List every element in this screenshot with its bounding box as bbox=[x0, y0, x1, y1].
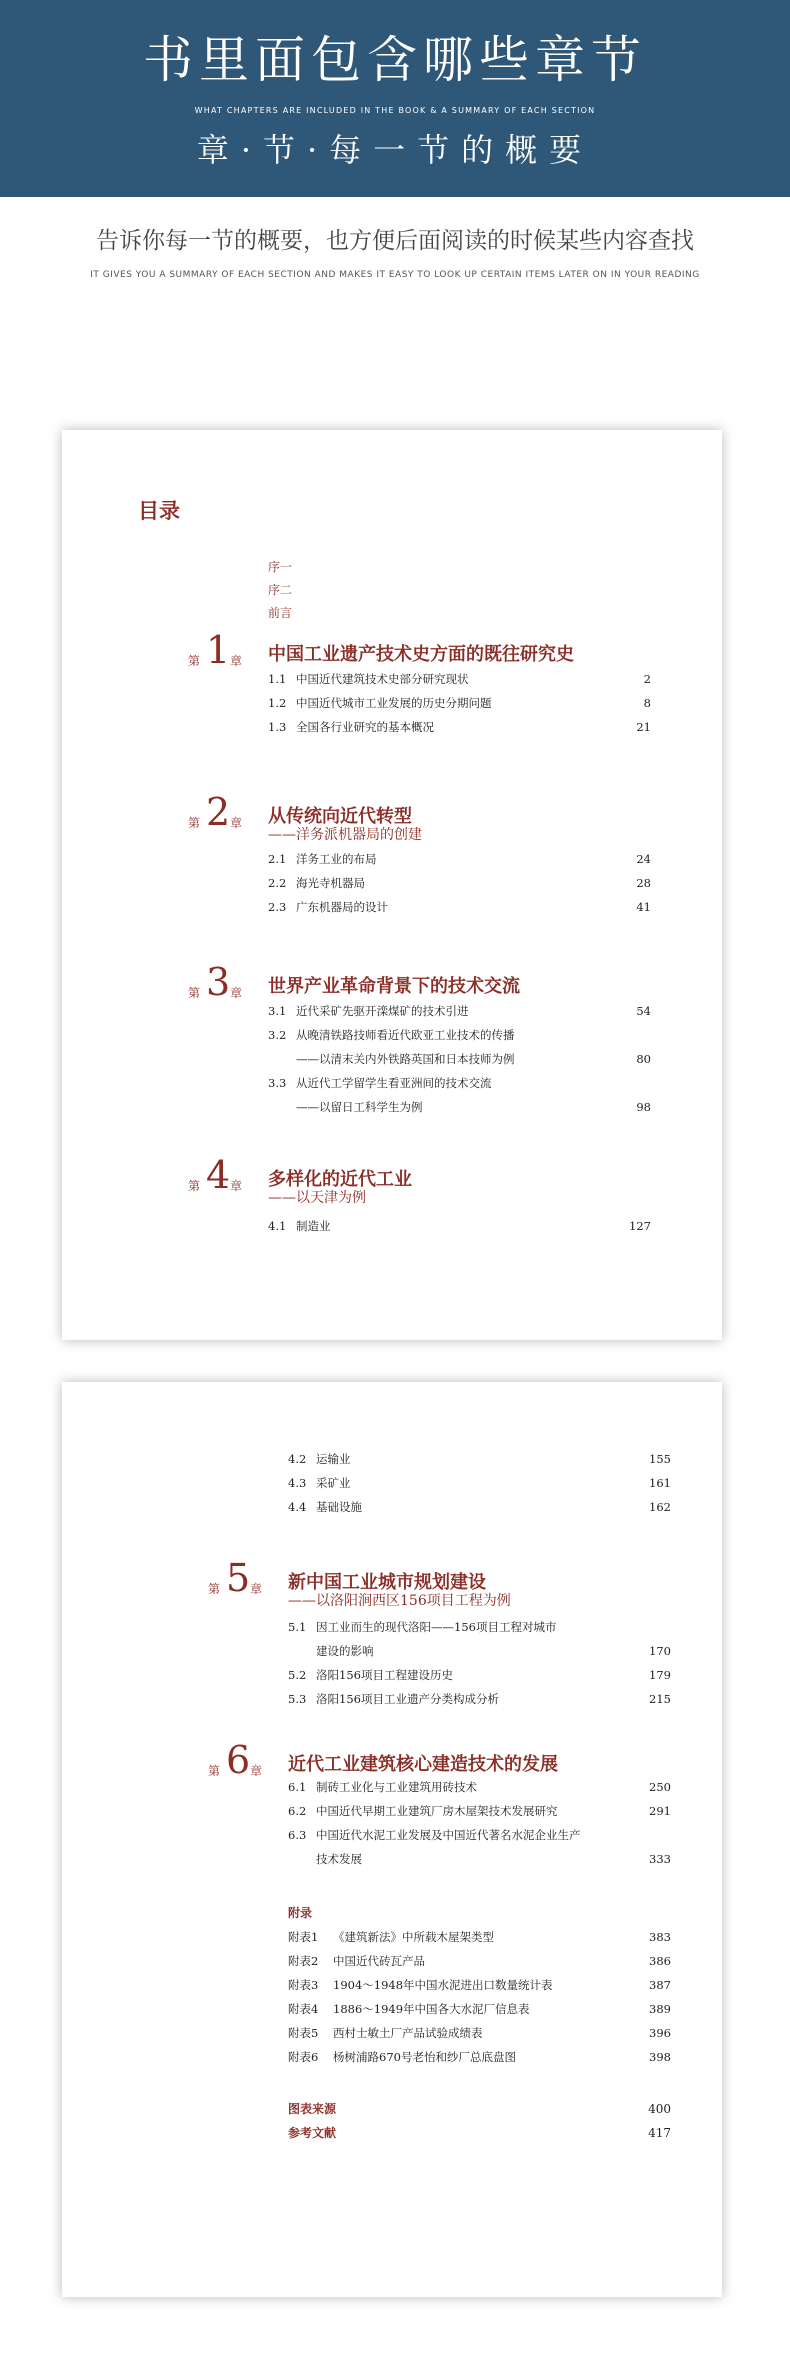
chapter-di: 第 bbox=[188, 654, 201, 668]
chapter-number: 2 bbox=[206, 790, 231, 834]
appendix-text: 1904～1948年中国水泥进出口数量统计表 bbox=[333, 1978, 553, 1992]
entry-page: 291 bbox=[649, 1804, 671, 1818]
appendix-entry[interactable] bbox=[288, 1952, 671, 1970]
entry-page: 127 bbox=[629, 1219, 651, 1233]
entry-number: 3.2 bbox=[268, 1028, 287, 1042]
chapter-number: 1 bbox=[206, 628, 231, 672]
appendix-page: 386 bbox=[649, 1954, 671, 1968]
entry-page: 80 bbox=[636, 1052, 651, 1066]
entry-text: 全国各行业研究的基本概况 bbox=[296, 720, 434, 734]
appendix-entry[interactable] bbox=[288, 2000, 671, 2018]
chapter-di: 第 bbox=[208, 1764, 221, 1778]
entry-text: 基础设施 bbox=[316, 1500, 362, 1514]
appendix-label: 附表4 bbox=[288, 2002, 319, 2016]
entry-page: 179 bbox=[649, 1668, 671, 1682]
header-title-en: WHAT CHAPTERS ARE INCLUDED IN THE BOOK & A SUMMARY OF EACH SECTION bbox=[194, 106, 596, 115]
toc-entry[interactable] bbox=[268, 874, 651, 892]
entry-text: 中国近代城市工业发展的历史分期问题 bbox=[296, 696, 492, 710]
toc-entry[interactable] bbox=[268, 1050, 651, 1068]
chapter-zhang: 章 bbox=[230, 986, 243, 1000]
entry-page: 41 bbox=[636, 900, 651, 914]
chapter-number: 4 bbox=[206, 1153, 231, 1197]
appendix-label: 附表2 bbox=[288, 1954, 319, 1968]
appendix-entry[interactable] bbox=[288, 2024, 671, 2042]
chapter-di: 第 bbox=[188, 986, 201, 1000]
entry-text: 洋务工业的布局 bbox=[296, 852, 377, 866]
entry-text: 制砖工业化与工业建筑用砖技术 bbox=[316, 1780, 477, 1794]
entry-page: 250 bbox=[649, 1780, 671, 1794]
entry-number: 4.2 bbox=[288, 1452, 307, 1466]
preface-item[interactable]: 前言 bbox=[268, 606, 293, 620]
entry-page: 21 bbox=[636, 720, 651, 734]
toc-entry[interactable] bbox=[288, 1450, 671, 1468]
chapter-number: 6 bbox=[226, 1738, 251, 1782]
appendix-label: 附表6 bbox=[288, 2050, 319, 2064]
entry-number: 4.1 bbox=[268, 1219, 287, 1233]
appendix-label: 附表3 bbox=[288, 1978, 319, 1992]
appendix-page: 396 bbox=[649, 2026, 671, 2040]
figure-sources-entry[interactable] bbox=[288, 2100, 671, 2118]
chapter-zhang: 章 bbox=[250, 1764, 263, 1778]
chapter-title[interactable]: 近代工业建筑核心建造技术的发展 bbox=[288, 1754, 558, 1775]
entry-number: 5.1 bbox=[288, 1620, 307, 1634]
chapter-subtitle: ——洋务派机器局的创建 bbox=[268, 827, 422, 843]
header-title: 书里面包含哪些章节 bbox=[143, 31, 647, 89]
toc-entry[interactable] bbox=[268, 694, 651, 712]
entry-number: 6.1 bbox=[288, 1780, 307, 1794]
references-entry[interactable] bbox=[288, 2124, 671, 2142]
entry-page: 8 bbox=[643, 696, 651, 710]
entry-text: 中国近代早期工业建筑厂房木屋架技术发展研究 bbox=[316, 1804, 558, 1818]
entry-page: 98 bbox=[636, 1100, 651, 1114]
entry-number: 2.1 bbox=[268, 852, 287, 866]
extra-text: 参考文献 bbox=[288, 2126, 337, 2140]
entry-text: 洛阳156项目工业遗产分类构成分析 bbox=[316, 1692, 499, 1706]
appendix-entry[interactable] bbox=[288, 2048, 671, 2066]
chapter-number: 5 bbox=[226, 1556, 251, 1600]
toc-entry[interactable] bbox=[268, 1098, 651, 1116]
preface-item[interactable]: 序二 bbox=[268, 583, 293, 597]
toc-entry[interactable] bbox=[288, 1666, 671, 1684]
entry-number: 4.3 bbox=[288, 1476, 307, 1490]
entry-page: 24 bbox=[636, 852, 651, 866]
entry-page: 155 bbox=[649, 1452, 671, 1466]
toc-page-2 bbox=[62, 1382, 722, 2297]
entry-page: 161 bbox=[649, 1476, 671, 1490]
chapter-number-label bbox=[208, 1556, 288, 1608]
chapter-number-label bbox=[208, 1738, 288, 1790]
appendix-text: 西村士敏土厂产品试验成绩表 bbox=[333, 2026, 483, 2040]
chapter-zhang: 章 bbox=[230, 654, 243, 668]
chapter-subtitle: ——以天津为例 bbox=[268, 1190, 366, 1206]
toc-entry[interactable] bbox=[288, 1474, 671, 1492]
appendix-page: 387 bbox=[649, 1978, 671, 1992]
extra-page: 400 bbox=[648, 2102, 671, 2116]
toc-entry[interactable] bbox=[268, 850, 651, 868]
header-banner bbox=[0, 0, 790, 197]
appendix-text: 《建筑新法》中所载木屋架类型 bbox=[333, 1930, 494, 1944]
appendix-label: 附表5 bbox=[288, 2026, 319, 2040]
entry-text: 从晚清铁路技师看近代欧亚工业技术的传播 bbox=[296, 1028, 515, 1042]
entry-number: 3.1 bbox=[268, 1004, 287, 1018]
entry-number: 3.3 bbox=[268, 1076, 287, 1090]
tagline-en: IT GIVES YOU A SUMMARY OF EACH SECTION AND MAKES IT EASY TO LOOK UP CERTAIN ITEMS LATER ON IN YOUR READING bbox=[90, 270, 700, 280]
entry-text: 采矿业 bbox=[316, 1476, 351, 1490]
toc-entry[interactable] bbox=[268, 1074, 651, 1092]
appendix-title[interactable]: 附录 bbox=[288, 1906, 313, 1920]
entry-text: ——以清末关内外铁路英国和日本技师为例 bbox=[296, 1052, 515, 1066]
entry-number: 4.4 bbox=[288, 1500, 307, 1514]
toc-entry[interactable] bbox=[288, 1850, 671, 1868]
tagline: 告诉你每一节的概要，也方便后面阅读的时候某些内容查找 bbox=[96, 228, 694, 254]
entry-number: 5.3 bbox=[288, 1692, 307, 1706]
entry-text: ——以留日工科学生为例 bbox=[296, 1100, 423, 1114]
chapter-title[interactable]: 新中国工业城市规划建设 bbox=[288, 1572, 486, 1593]
chapter-zhang: 章 bbox=[230, 1179, 243, 1193]
toc-entry[interactable] bbox=[288, 1690, 671, 1708]
entry-text: 建设的影响 bbox=[316, 1644, 374, 1658]
entry-number: 5.2 bbox=[288, 1668, 307, 1682]
preface-item[interactable]: 序一 bbox=[268, 560, 293, 574]
toc-entry[interactable] bbox=[288, 1642, 671, 1660]
chapter-number-label bbox=[188, 1153, 268, 1205]
entry-page: 162 bbox=[649, 1500, 671, 1514]
entry-text: 从近代工学留学生看亚洲间的技术交流 bbox=[296, 1076, 492, 1090]
toc-page-1 bbox=[62, 430, 722, 1340]
chapter-number: 3 bbox=[206, 960, 231, 1004]
entry-text: 海光寺机器局 bbox=[296, 876, 365, 890]
entry-number: 2.3 bbox=[268, 900, 287, 914]
toc-entry[interactable] bbox=[268, 898, 651, 916]
appendix-label: 附表1 bbox=[288, 1930, 319, 1944]
chapter-title[interactable]: 从传统向近代转型 bbox=[268, 806, 412, 827]
header-subtitle: 章·节·每一节的概要 bbox=[196, 131, 594, 169]
chapter-title[interactable]: 多样化的近代工业 bbox=[268, 1169, 412, 1190]
toc-entry[interactable] bbox=[288, 1802, 671, 1820]
entry-page: 215 bbox=[649, 1692, 671, 1706]
appendix-text: 中国近代砖瓦产品 bbox=[333, 1954, 425, 1968]
chapter-title[interactable]: 中国工业遗产技术史方面的既往研究史 bbox=[268, 644, 574, 665]
entry-text: 中国近代建筑技术史部分研究现状 bbox=[296, 672, 469, 686]
entry-page: 170 bbox=[649, 1644, 671, 1658]
toc-entry[interactable] bbox=[288, 1498, 671, 1516]
toc-entry[interactable] bbox=[288, 1618, 671, 1636]
entry-page: 28 bbox=[636, 876, 651, 890]
appendix-text: 1886～1949年中国各大水泥厂信息表 bbox=[333, 2002, 530, 2016]
appendix-page: 389 bbox=[649, 2002, 671, 2016]
toc-entry[interactable] bbox=[268, 1026, 651, 1044]
toc-title: 目录 bbox=[138, 498, 180, 523]
entry-number: 6.3 bbox=[288, 1828, 307, 1842]
appendix-page: 383 bbox=[649, 1930, 671, 1944]
toc-entry[interactable] bbox=[268, 670, 651, 688]
entry-text: 技术发展 bbox=[316, 1852, 362, 1866]
chapter-number-label bbox=[188, 960, 268, 1012]
extra-text: 图表来源 bbox=[288, 2102, 337, 2116]
chapter-di: 第 bbox=[208, 1582, 221, 1596]
entry-text: 洛阳156项目工程建设历史 bbox=[316, 1668, 453, 1682]
toc-entry[interactable] bbox=[288, 1826, 671, 1844]
entry-number: 1.1 bbox=[268, 672, 287, 686]
entry-page: 2 bbox=[643, 672, 651, 686]
extra-page: 417 bbox=[648, 2126, 671, 2140]
chapter-subtitle: ——以洛阳涧西区156项目工程为例 bbox=[288, 1593, 511, 1609]
toc-entry[interactable] bbox=[288, 1778, 671, 1796]
entry-number: 1.3 bbox=[268, 720, 287, 734]
entry-text: 中国近代水泥工业发展及中国近代著名水泥企业生产 bbox=[316, 1828, 581, 1842]
appendix-entry[interactable] bbox=[288, 1928, 671, 1946]
toc-entry[interactable] bbox=[268, 1217, 651, 1235]
entry-text: 广东机器局的设计 bbox=[296, 900, 388, 914]
entry-page: 333 bbox=[649, 1852, 671, 1866]
chapter-number-label bbox=[188, 628, 268, 680]
appendix-entry[interactable] bbox=[288, 1976, 671, 1994]
chapter-number-label bbox=[188, 790, 268, 842]
entry-text: 制造业 bbox=[296, 1219, 331, 1233]
appendix-text: 杨树浦路670号老怡和纱厂总底盘图 bbox=[333, 2050, 516, 2064]
entry-text: 运输业 bbox=[316, 1452, 351, 1466]
chapter-di: 第 bbox=[188, 1179, 201, 1193]
chapter-di: 第 bbox=[188, 816, 201, 830]
entry-number: 2.2 bbox=[268, 876, 287, 890]
appendix-page: 398 bbox=[649, 2050, 671, 2064]
entry-text: 因工业而生的现代洛阳——156项目工程对城市 bbox=[316, 1620, 557, 1634]
entry-number: 6.2 bbox=[288, 1804, 307, 1818]
chapter-title[interactable]: 世界产业革命背景下的技术交流 bbox=[268, 976, 520, 997]
chapter-zhang: 章 bbox=[250, 1582, 263, 1596]
toc-entry[interactable] bbox=[268, 718, 651, 736]
toc-entry[interactable] bbox=[268, 1002, 651, 1020]
chapter-zhang: 章 bbox=[230, 816, 243, 830]
entry-text: 近代采矿先驱开滦煤矿的技术引进 bbox=[296, 1004, 469, 1018]
entry-page: 54 bbox=[636, 1004, 651, 1018]
entry-number: 1.2 bbox=[268, 696, 287, 710]
